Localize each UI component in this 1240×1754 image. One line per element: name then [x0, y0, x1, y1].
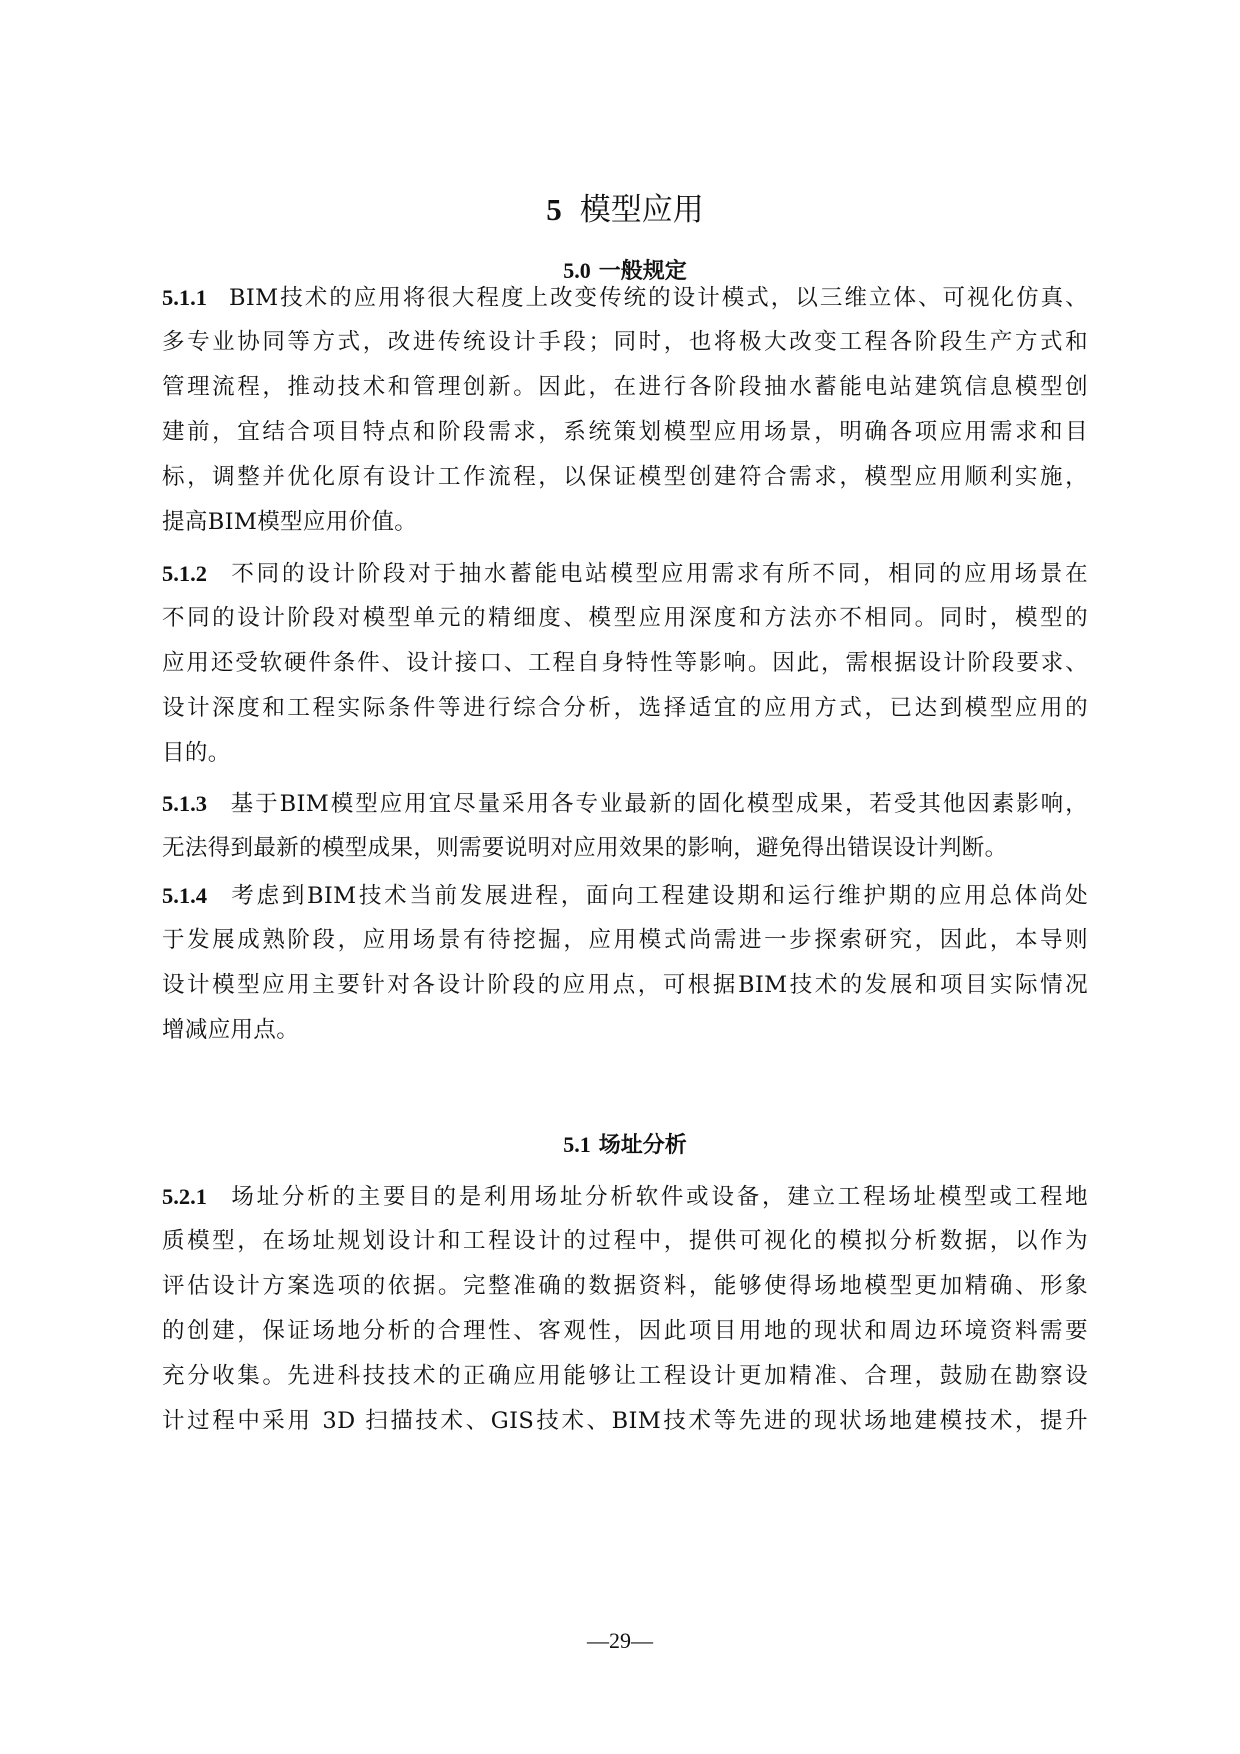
text-line: 质模型，在场址规划设计和工程设计的过程中，提供可视化的模拟分析数据，以作为: [162, 1228, 1088, 1254]
text-line: 无法得到最新的模型成果，则需要说明对应用效果的影响，避免得出错误设计判断。: [162, 835, 1008, 861]
chapter-title-text: 模型应用: [579, 192, 704, 228]
clause-number: 5.1.2: [162, 561, 207, 586]
text-line: 设计模型应用主要针对各设计阶段的应用点，可根据BIM技术的发展和项目实际情况: [162, 972, 1088, 998]
clause-number: 5.2.1: [162, 1184, 207, 1209]
chapter-number: 5: [546, 192, 562, 227]
text-line: 管理流程，推动技术和管理创新。因此，在进行各阶段抽水蓄能电站建筑信息模型创: [162, 374, 1088, 400]
clause-paragraph: [162, 781, 1088, 871]
section-heading: [162, 1130, 1088, 1160]
text-line: 考虑到BIM技术当前发展进程，面向工程建设期和运行维护期的应用总体尚处: [229, 883, 1088, 909]
text-line: 建前，宜结合项目特点和阶段需求，系统策划模型应用场景，明确各项应用需求和目: [162, 419, 1088, 445]
clause-number: 5.1.3: [162, 791, 207, 816]
text-line: 应用还受软硬件条件、设计接口、工程自身特性等影响。因此，需根据设计阶段要求、: [162, 650, 1088, 676]
text-line: 设计深度和工程实际条件等进行综合分析，选择适宜的应用方式，已达到模型应用的: [162, 695, 1088, 721]
text-line: 评估设计方案选项的依据。完整准确的数据资料，能够使得场地模型更加精确、形象: [162, 1273, 1088, 1299]
text-line: 基于BIM模型应用宜尽量采用各专业最新的固化模型成果，若受其他因素影响，: [229, 791, 1088, 817]
text-line: 多专业协同等方式，改进传统设计手段；同时，也将极大改变工程各阶段生产方式和: [162, 329, 1088, 355]
text-line: 目的。: [162, 740, 231, 766]
text-line: 计过程中采用 3D 扫描技术、GIS技术、BIM技术等先进的现状场地建模技术，提升: [162, 1408, 1088, 1434]
text-line: 标，调整并优化原有设计工作流程，以保证模型创建符合需求，模型应用顺利实施，: [162, 464, 1088, 490]
clause-paragraph: [162, 275, 1088, 545]
text-line: 于发展成熟阶段，应用场景有待挖掘，应用模式尚需进一步探索研究，因此，本导则: [162, 927, 1088, 953]
text-line: BIM技术的应用将很大程度上改变传统的设计模式，以三维立体、可视化仿真、: [229, 285, 1088, 311]
chapter-title: [162, 190, 1088, 230]
text-line: 的创建，保证场地分析的合理性、客观性，因此项目用地的现状和周边环境资料需要: [162, 1318, 1088, 1344]
section-title-text: 一般规定: [598, 258, 687, 284]
text-line: 不同的设计阶段对于抽水蓄能电站模型应用需求有所不同，相同的应用场景在: [229, 561, 1088, 587]
section-number: 5.0: [563, 258, 591, 283]
section-title-text: 场址分析: [598, 1132, 687, 1158]
text-line: 场址分析的主要目的是利用场址分析软件或设备，建立工程场址模型或工程地: [229, 1184, 1088, 1210]
clause-number: 5.1.1: [162, 285, 207, 310]
text-line: 增减应用点。: [162, 1017, 300, 1043]
clause-paragraph: [162, 1174, 1088, 1444]
clause-paragraph: [162, 873, 1088, 1053]
section-number: 5.1: [563, 1132, 591, 1157]
page-number: —29—: [587, 1628, 653, 1653]
text-line: 不同的设计阶段对模型单元的精细度、模型应用深度和方法亦不相同。同时，模型的: [162, 605, 1088, 631]
clause-number: 5.1.4: [162, 883, 207, 908]
text-line: 提高BIM模型应用价值。: [162, 509, 418, 535]
text-line: 充分收集。先进科技技术的正确应用能够让工程设计更加精准、合理，鼓励在勘察设: [162, 1363, 1088, 1389]
clause-paragraph: [162, 551, 1088, 776]
